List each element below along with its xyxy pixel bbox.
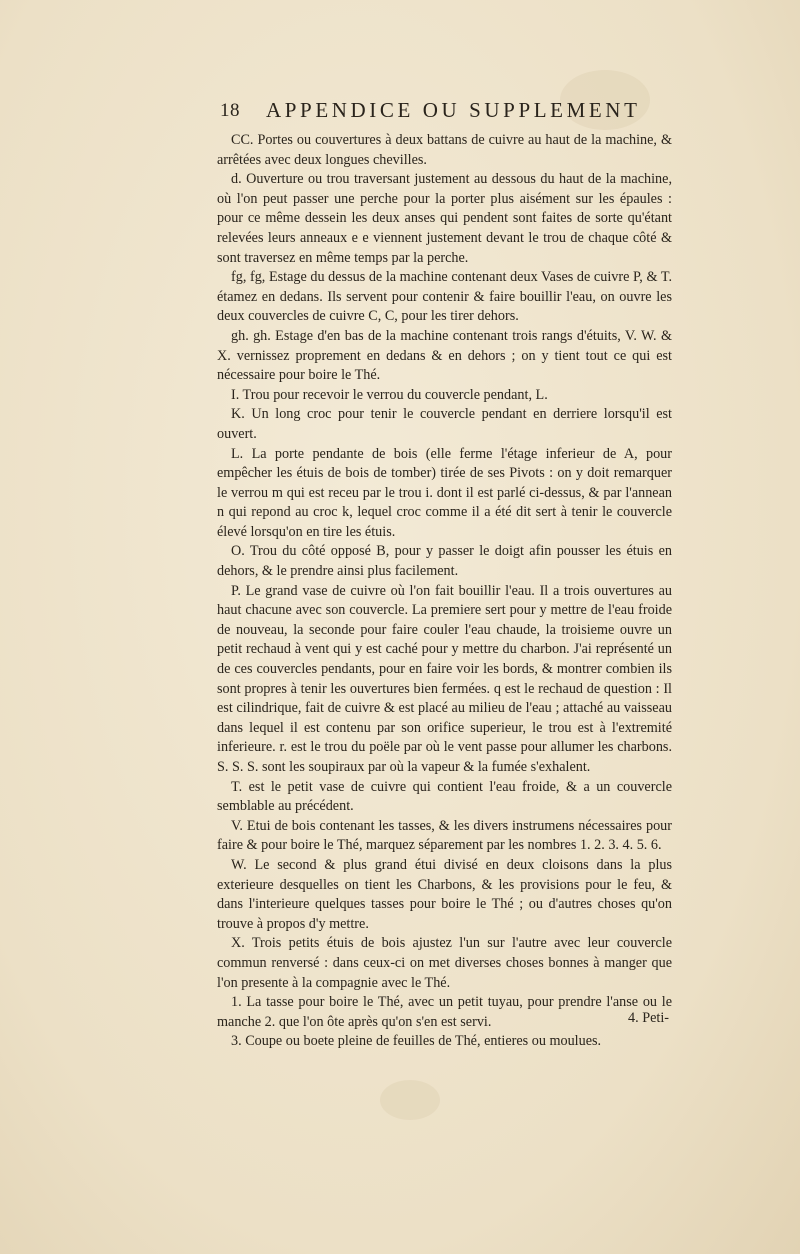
running-head: APPENDICE OU SUPPLEMENT [266, 98, 641, 122]
paragraph: V. Etui de bois contenant les tasses, & les divers instrumens nécessaires pour faire & pour boire le Thé, marquez séparement par les nombres 1. 2. 3. 4. 5. 6. [217, 817, 672, 854]
paragraph: gh. gh. Estage d'en bas de la machine contenant trois rangs d'étuits, V. W. & X. vernissez proprement en dedans & en dehors ; on y tient tout ce qui est nécessaire pour boire le Thé. [217, 327, 672, 384]
paragraph: CC. Portes ou couvertures à deux battans de cuivre au haut de la machine, & arrêtées avec deux longues chevilles. [217, 132, 672, 168]
paragraph: L. La porte pendante de bois (elle ferme l'étage inferieur de A, pour empêcher les étuis de bois de tomber) tirée de ses Pivots : on y doit remarquer le verrou m qui est receu par le trou i. dont il est parlé ci-dessus, & par l'annean n qui repond au croc k, lequel croc comme il a été dit sert à tenir le couvercle élevé lorsqu'on en tire les étuis. [217, 445, 672, 540]
page-number: 18 [220, 100, 240, 121]
paragraph: I. Trou pour recevoir le verrou du couvercle pendant, L. [231, 386, 548, 403]
paragraph: K. Un long croc pour tenir le couvercle pendant en derriere lorsqu'il est ouvert. [217, 406, 672, 442]
paragraph: O. Trou du côté opposé B, pour y passer le doigt afin pousser les étuis en dehors, & le prendre ainsi plus facilement. [217, 543, 672, 580]
paragraph: P. Le grand vase de cuivre où l'on fait bouillir l'eau. Il a trois ouvertures au haut chacune avec son couvercle. La premiere sert pour y mettre de l'eau froide de nouveau, la seconde pour faire couler l'eau chaude, la troisieme ouvre un petit rechaud à vent qui y est caché pour y mettre du charbon. J'ai représenté un de ces couvercles pendants, pour en faire voir les bords, & montrer combien ils sont propres à tenir les ouvertures bien fermées. q est le rechaud de question : Il est cilindrique, fait de cuivre & est placé au milieu de l'eau ; attaché au vaisseau dans lequel il est contenu par son orifice superieur, le trou est à l'extremité inferieure. r. est le trou du poële par où le vent passe pour allumer les charbons. S. S. S. sont les soupiraux par où la vapeur & la fumée s'exhalent. [217, 582, 672, 775]
paragraph: d. Ouverture ou trou traversant justement au dessous du haut de la machine, où l'on peut passer une perche pour la porter plus aisément sur les épaules : pour ce même dessein les deux anses qui pendent sont faites de sorte qu'étant relevées leurs anneaux e e viennent justement devant le trou de chaque côté & sont traversez en même temps par la perche. [217, 171, 672, 266]
paragraph: fg, fg, Estage du dessus de la machine contenant deux Vases de cuivre P, & T. étamez en dedans. Ils servent pour contenir & faire bouillir l'eau, on ouvre les deux couvercles de cuivre C, C, pour les tirer dehors. [217, 269, 672, 325]
paragraph: 1. La tasse pour boire le Thé, avec un petit tuyau, pour prendre l'anse ou le manche 2. que l'on ôte après qu'on s'en est servi. [217, 994, 672, 1030]
paragraph: T. est le petit vase de cuivre qui contient l'eau froide, & a un couvercle semblable au précédent. [217, 778, 672, 815]
paragraph: W. Le second & plus grand étui divisé en deux cloisons dans la plus exterieure desquelles on tient les Charbons, & les provisions pour le feu, & dans l'interieure quelques tasses pour boire le Thé ; ou d'autres choses qu'on trouve à propos d'y mettre. [217, 856, 672, 932]
page-header [220, 100, 670, 130]
catchword: 4. Peti- [628, 1010, 669, 1026]
body-text [217, 131, 672, 1052]
paragraph: 3. Coupe ou boete pleine de feuilles de Thé, entieres ou moulues. [231, 1033, 602, 1050]
paper-stain [380, 1080, 440, 1120]
paragraph: X. Trois petits étuis de bois ajustez l'un sur l'autre avec leur couvercle commun renversé : dans ceux-ci on met diverses choses bonnes à manger que l'on presente à la compagnie avec le Thé. [217, 935, 672, 991]
